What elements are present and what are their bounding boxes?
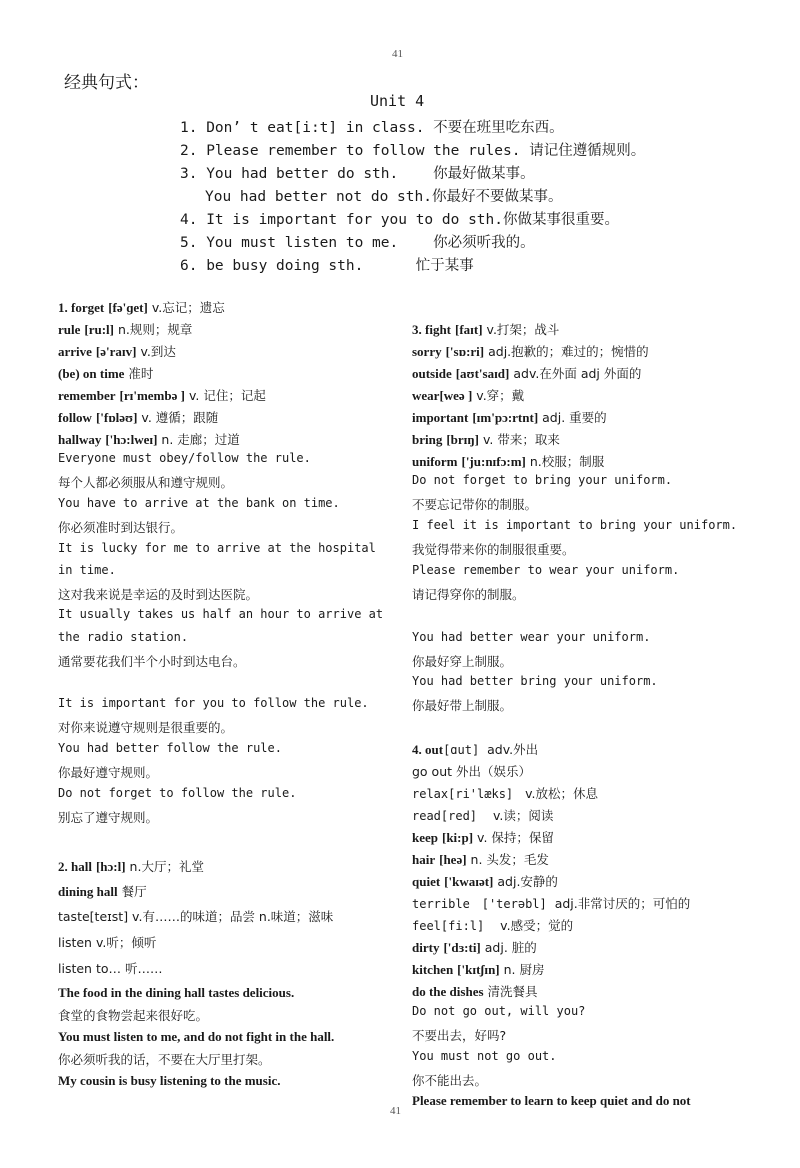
unit-title: Unit 4 (370, 92, 425, 110)
example-en: Do not forget to bring your uniform. (412, 473, 673, 487)
vocab-entry: wear[weə ] v.穿；戴 (412, 388, 525, 403)
example-en: Everyone must obey/follow the rule. (58, 451, 311, 465)
example-en: You had better follow the rule. (58, 741, 282, 755)
example-cn: 不要出去，好吗? (412, 1028, 507, 1043)
vocab-entry: terrible ['terəbl] adj.非常讨厌的；可怕的 (412, 896, 691, 911)
example-cn: 你最好带上制服。 (412, 698, 513, 713)
vocab-entry: remember [rɪ'membə ] v. 记住；记起 (58, 388, 266, 403)
example-en: You had better wear your uniform. (412, 630, 651, 644)
vocab-entry: dining hall 餐厅 (58, 884, 147, 899)
key-sentence: 1. Don’ t eat[i:t] in class. 不要在班里吃东西。 (180, 120, 564, 136)
vocab-entry: feel[fi:l] v.感受；觉的 (412, 918, 574, 933)
page-number-top: 41 (392, 48, 403, 60)
vocab-entry: go out 外出（娱乐） (412, 764, 532, 779)
example-cn: 你必须准时到达银行。 (58, 520, 184, 535)
example-en: It is important for you to follow the rule. (58, 696, 369, 710)
vocab-entry: important [ɪm'pɔ:rtnt] adj. 重要的 (412, 410, 607, 425)
example-cn: 我觉得带来你的制服很重要。 (412, 542, 575, 557)
vocab-entry: bring [brɪŋ] v. 带来；取来 (412, 432, 560, 447)
example-en: Please remember to learn to keep quiet and do not (412, 1093, 691, 1108)
example-en: Do not forget to follow the rule. (58, 786, 297, 800)
example-cn: 对你来说遵守规则是很重要的。 (58, 720, 234, 735)
section-heading: 经典句式： (64, 73, 149, 93)
example-cn: 你必须听我的话，不要在大厅里打架。 (58, 1052, 271, 1067)
example-cn: 你不能出去。 (412, 1073, 488, 1088)
vocab-entry: outside [aʊt'saɪd] adv.在外面 adj 外面的 (412, 366, 642, 381)
vocab-entry: listen to… 听…… (58, 961, 163, 976)
vocab-entry: dirty ['dɜ:ti] adj. 脏的 (412, 940, 537, 955)
example-cn: 食堂的食物尝起来很好吃。 (58, 1008, 209, 1023)
example-en: The food in the dining hall tastes delicious. (58, 985, 295, 1000)
key-sentence: 2. Please remember to follow the rules. 请记住遵循规则。 (180, 143, 646, 159)
example-en: I feel it is important to bring your uniform. (412, 518, 738, 532)
key-sentence: 5. You must listen to me. 你必须听我的。 (180, 235, 535, 251)
vocab-entry: relax[ri'læks] v.放松；休息 (412, 786, 598, 801)
vocab-entry: 2. hall [hɔ:l] n.大厅；礼堂 (58, 859, 204, 874)
vocab-entry: arrive [ə'raɪv] v.到达 (58, 344, 176, 359)
example-en: It is lucky for me to arrive at the hospital (58, 541, 376, 555)
vocab-entry: 3. fight [faɪt] v.打架；战斗 (412, 322, 560, 337)
example-en: You must listen to me, and do not fight in the hall. (58, 1029, 335, 1044)
example-cn: 你最好穿上制服。 (412, 654, 513, 669)
vocab-entry: hallway ['hɔ:lweɪ] n. 走廊；过道 (58, 432, 240, 447)
vocab-entry: do the dishes 清洗餐具 (412, 984, 538, 999)
vocab-entry: sorry ['sɒ:ri] adj.抱歉的；难过的；惋惜的 (412, 344, 649, 359)
example-en: Do not go out, will you? (412, 1004, 586, 1018)
vocab-entry: hair [heə] n. 头发；毛发 (412, 852, 549, 867)
vocab-entry: (be) on time 准时 (58, 366, 154, 381)
example-cn: 通常要花我们半个小时到达电台。 (58, 654, 246, 669)
example-en: You must not go out. (412, 1049, 557, 1063)
vocab-entry: rule [ru:l] n.规则；规章 (58, 322, 193, 337)
vocab-entry: keep [ki:p] v. 保持；保留 (412, 830, 554, 845)
key-sentence: 6. be busy doing sth. 忙于某事 (180, 258, 474, 274)
vocab-entry: taste[teɪst] v.有……的味道；品尝 n.味道；滋味 (58, 909, 334, 924)
example-en: It usually takes us half an hour to arrive at (58, 607, 384, 621)
vocab-entry: 1. forget [fə'ɡet] v.忘记；遗忘 (58, 300, 225, 315)
key-sentence: You had better not do sth.你最好不要做某事。 (205, 189, 563, 205)
example-en: You had better bring your uniform. (412, 674, 658, 688)
vocab-entry: follow ['fɒləʊ] v. 遵循；跟随 (58, 410, 219, 425)
example-cn: 你最好遵守规则。 (58, 765, 159, 780)
vocab-entry: 4. out[ɑut] adv.外出 (412, 742, 539, 757)
example-cn: 别忘了遵守规则。 (58, 810, 159, 825)
vocab-entry: listen v.听；倾听 (58, 935, 157, 950)
example-en: You have to arrive at the bank on time. (58, 496, 340, 510)
key-sentence: 3. You had better do sth. 你最好做某事。 (180, 166, 535, 182)
vocab-entry: uniform ['ju:nɪfɔ:m] n.校服；制服 (412, 454, 605, 469)
vocab-entry: read[red] v.读；阅读 (412, 808, 554, 823)
example-cn: 不要忘记带你的制服。 (412, 497, 538, 512)
example-en: the radio station. (58, 630, 189, 644)
example-en: Please remember to wear your uniform. (412, 563, 680, 577)
key-sentence: 4. It is important for you to do sth.你做某事很重要。 (180, 212, 620, 228)
example-en: My cousin is busy listening to the music. (58, 1073, 281, 1088)
example-cn: 请记得穿你的制服。 (412, 587, 525, 602)
example-cn: 这对我来说是幸运的及时到达医院。 (58, 587, 259, 602)
page-number-bottom: 41 (390, 1105, 401, 1117)
vocab-entry: quiet ['kwaɪət] adj.安静的 (412, 874, 558, 889)
example-en: in time. (58, 563, 116, 577)
example-cn: 每个人都必须服从和遵守规则。 (58, 475, 234, 490)
vocab-entry: kitchen ['kɪtʃɪn] n. 厨房 (412, 962, 545, 977)
